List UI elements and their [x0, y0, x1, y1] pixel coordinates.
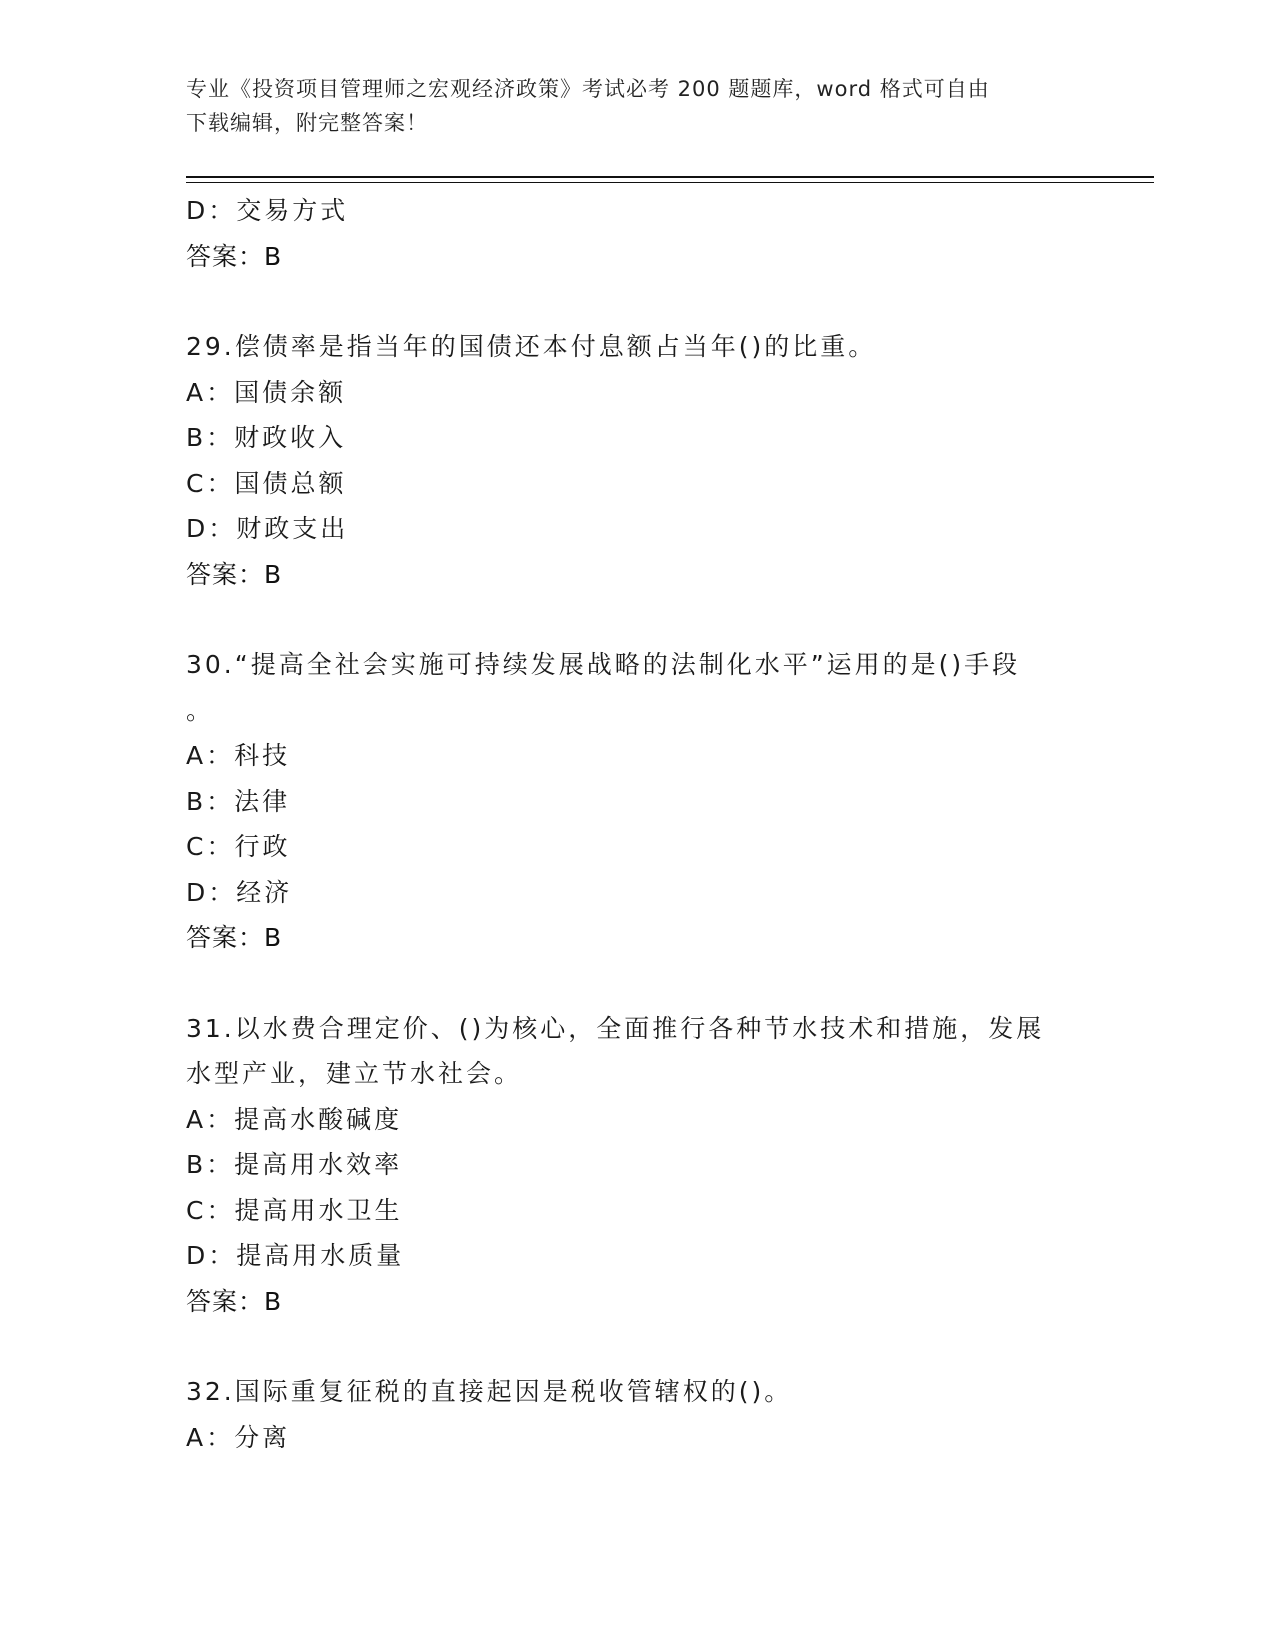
- option-a: A：分离: [186, 1422, 291, 1452]
- header-divider-thick: [186, 176, 1154, 178]
- question-stem: 32.国际重复征税的直接起因是税收管辖权的()。: [186, 1377, 793, 1406]
- question-29: [186, 324, 1086, 597]
- header-line-2: 下载编辑，附完整答案！: [186, 111, 428, 135]
- question-stem: 29.偿债率是指当年的国债还本付息额占当年()的比重。: [186, 332, 877, 361]
- question-32: [186, 1369, 1086, 1460]
- document-header: [186, 72, 1066, 140]
- option-a: A：国债余额: [186, 377, 347, 407]
- option-c: C：提高用水卫生: [186, 1195, 403, 1225]
- option-b: B：法律: [186, 786, 291, 816]
- option-a: A：提高水酸碱度: [186, 1104, 403, 1134]
- option-c: C：国债总额: [186, 468, 347, 498]
- answer-line: 答案：B: [186, 241, 283, 271]
- header-line-1: 专业《投资项目管理师之宏观经济政策》考试必考 200 题题库，word 格式可自由: [186, 77, 990, 101]
- question-stem-line-1: 30.“提高全社会实施可持续发展战略的法制化水平”运用的是()手段: [186, 650, 1021, 679]
- answer-line: 答案：B: [186, 923, 283, 952]
- option-a: A：科技: [186, 741, 291, 770]
- question-30: [186, 642, 1086, 961]
- option-d: D：经济: [186, 877, 293, 907]
- header-divider-thin: [186, 182, 1154, 183]
- option-b: B：提高用水效率: [186, 1150, 403, 1179]
- question-stem-line-1: 31.以水费合理定价、()为核心，全面推行各种节水技术和措施，发展: [186, 1013, 1045, 1043]
- option-d: D：提高用水质量: [186, 1241, 405, 1270]
- option-d: D：财政支出: [186, 514, 349, 543]
- answer-line: 答案：B: [186, 1286, 283, 1316]
- option-c: C：行政: [186, 832, 291, 861]
- question-stem-line-2: 水型产业，建立节水社会。: [186, 1059, 523, 1088]
- question-31: [186, 1006, 1086, 1325]
- option-d: D：交易方式: [186, 196, 349, 225]
- answer-line: 答案：B: [186, 559, 283, 589]
- question-stem-line-2: 。: [186, 695, 215, 725]
- question-list: [186, 188, 1086, 1460]
- option-b: B：财政收入: [186, 423, 347, 452]
